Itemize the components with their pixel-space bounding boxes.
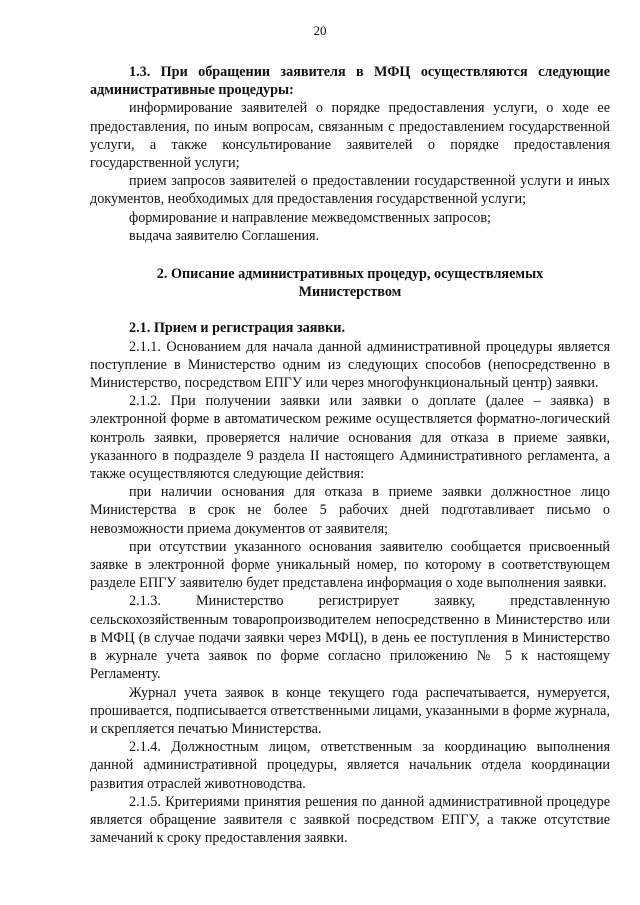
section-2-1-paragraph: 2.1.2. При получении заявки или заявки о доплате (далее – заявка) в электронной форме в автоматическом режиме осуществляется форматно-логический контроль заявки, проверяется наличие основания для отказа в приеме заявки, указанного в подразделе 9 раздела II настоящего Административного регламента, а также осуществляются следующие действия: [90, 393, 610, 483]
page-number: 20 [313, 23, 327, 38]
document-body [90, 63, 610, 847]
section-2-1-paragraph: при наличии основания для отказа в приеме заявки должностное лицо Министерства в срок не более 5 рабочих дней подготавливает письмо о невозможности приема документов от заявителя; [90, 484, 610, 537]
section-2-heading: 2. Описание административных процедур, осуществляемых Министерством [156, 266, 544, 301]
section-2-1-paragraph: Журнал учета заявок в конце текущего года распечатывается, нумеруется, прошивается, подписывается ответственными лицами, указанными в форме журнала, и скрепляется печатью Министерства. [90, 684, 610, 737]
section-2-1-paragraph: 2.1.4. Должностным лицом, ответственным за координацию выполнения данной административной процедуры, является начальник отдела координации развития отраслей животноводства. [90, 739, 610, 792]
section-1-3-item: выдача заявителю Соглашения. [129, 227, 320, 244]
section-1-3-heading: 1.3. При обращении заявителя в МФЦ осуществляются следующие административные процедуры: [90, 64, 610, 99]
section-1-3-item: информирование заявителей о порядке предоставления услуги, о ходе ее предоставления, по иным вопросам, связанным с предоставлением государственной услуги, а также консультирование заявителей о порядке предоставления государственной услуги; [90, 100, 610, 172]
section-2-1-heading: 2.1. Прием и регистрация заявки. [129, 320, 345, 337]
section-2-1-paragraph: 2.1.1. Основанием для начала данной административной процедуры является поступление в Министерство одним из следующих способов (непосредственно в Министерство, посредством ЕПГУ или через многофункциональный центр) заявки. [90, 338, 610, 392]
section-1-3-item: формирование и направление межведомственных запросов; [129, 209, 491, 226]
section-2-1-paragraph: 2.1.5. Критериями принятия решения по данной административной процедуре является обращение заявителя с заявкой посредством ЕПГУ, а также отсутствие замечаний к сроку предоставления заявки. [90, 793, 610, 847]
section-1-3-item: прием запросов заявителей о предоставлении государственной услуги и иных документов, необходимых для предоставления государственной услуги; [90, 173, 610, 208]
section-2-1-paragraph: при отсутствии указанного основания заявителю сообщается присвоенный заявке в электронной форме уникальный номер, по которому в соответствующем разделе ЕПГУ заявителю будет представлена информация о ходе выполнения заявки. [90, 538, 610, 592]
section-2-1-paragraph: 2.1.3. Министерство регистрирует заявку, представленную сельскохозяйственным товаропроизводителем непосредственно в Министерство или в МФЦ (в случае подачи заявки через МФЦ), в день ее поступления в Министерство в журнале учета заявок по форме согласно приложению № 5 к настоящему Регламенту. [90, 593, 610, 683]
